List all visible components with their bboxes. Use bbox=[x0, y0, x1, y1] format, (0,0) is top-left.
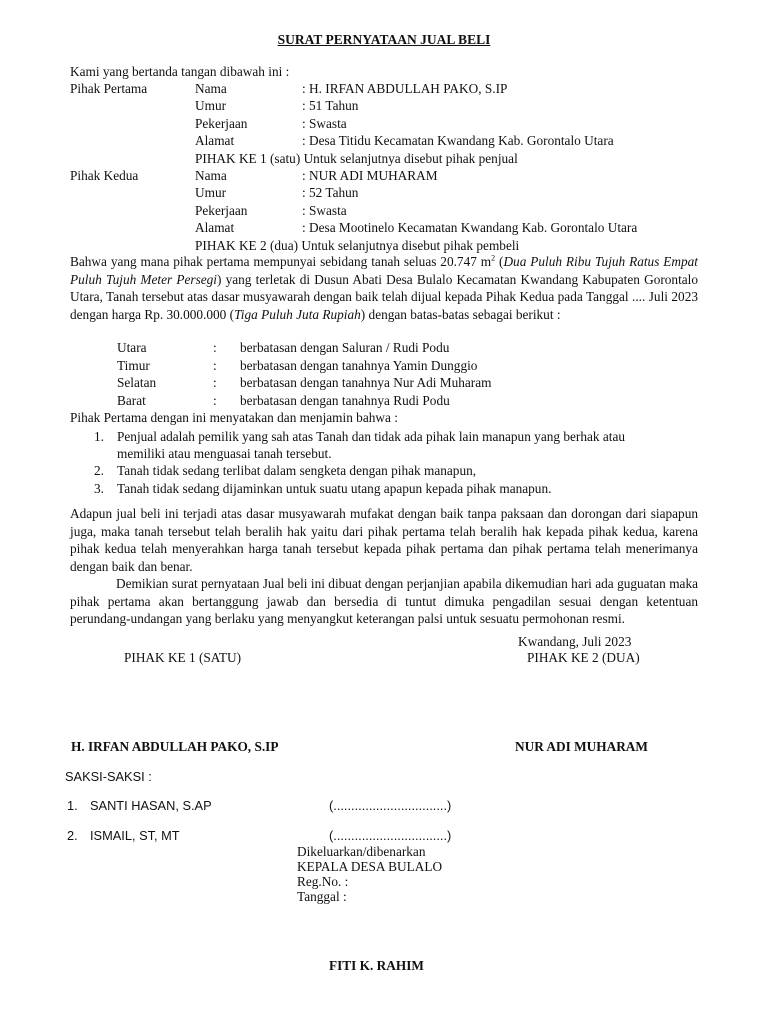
boundary-direction: Barat bbox=[117, 393, 146, 408]
land-text-1: Bahwa yang mana pihak pertama mempunyai sebidang tanah seluas 20.747 m bbox=[70, 254, 492, 269]
party1-age-value: : 51 Tahun bbox=[302, 98, 359, 113]
boundary-description: berbatasan dengan tanahnya Nur Adi Muharam bbox=[240, 375, 492, 390]
party1-role: PIHAK KE 1 (satu) Untuk selanjutnya disebut pihak penjual bbox=[195, 151, 518, 166]
land-text-2: ( bbox=[495, 254, 504, 269]
witness-heading: SAKSI-SAKSI : bbox=[65, 769, 152, 784]
boundary-direction: Utara bbox=[117, 340, 147, 355]
issued-date: Tanggal : bbox=[297, 889, 347, 904]
area-in-words: Dua Puluh Ribu Tujuh Ratus Empat Puluh Tujuh Meter Persegi bbox=[70, 254, 698, 287]
statement-text: Tanah tidak sedang terlibat dalam sengketa dengan pihak manapun, bbox=[117, 463, 477, 478]
witness-signature-line: (................................) bbox=[329, 798, 452, 813]
boundary-description: berbatasan dengan tanahnya Rudi Podu bbox=[240, 393, 450, 408]
witness-number: 2. bbox=[67, 828, 78, 843]
land-text-4: ) dengan batas-batas sebagai berikut : bbox=[360, 306, 561, 322]
sign-left-name: H. IRFAN ABDULLAH PAKO, S.IP bbox=[71, 739, 279, 754]
boundary-description: berbatasan dengan Saluran / Rudi Podu bbox=[240, 340, 450, 355]
party2-age-label: Umur bbox=[195, 185, 227, 200]
party2-heading: Pihak Kedua bbox=[70, 168, 139, 183]
party1-job-label: Pekerjaan bbox=[195, 116, 248, 131]
party1-address-label: Alamat bbox=[195, 133, 235, 148]
place-date: Kwandang, Juli 2023 bbox=[518, 634, 632, 649]
area-unit-superscript: 2 bbox=[491, 253, 496, 263]
agreement-paragraph: Adapun jual beli ini terjadi atas dasar musyawarah mufakat dengan baik tanpa paksaan dan dorongan dari siapapun juga, maka tanah tersebut telah beralih hak yaitu dari pihak pertama telah beralih hak kepada pihak kedua, karena pihak kedua telah menyerahkan harga tanah tersebut kepada pihak pertama dan pihak pertama telah menerimanya dengan baik dan benar. bbox=[70, 506, 698, 574]
land-text-3: ) yang terletak di Dusun Abati Desa Bulalo Kecamatan Kwandang Kabupaten Gorontalo Utara, Tanah tersebut atas dasar musyawarah dengan baik telah dijual kepada Pihak Kedua pada Tanggal .... Juli 2023 dengan harga Rp. 30.000.000 ( bbox=[70, 271, 699, 322]
village-head-name: FITI K. RAHIM bbox=[329, 958, 424, 973]
boundary-separator: : bbox=[213, 340, 217, 355]
sign-left-label: PIHAK KE 1 (SATU) bbox=[124, 650, 242, 665]
party2-age-value: : 52 Tahun bbox=[302, 185, 359, 200]
boundary-direction: Selatan bbox=[117, 375, 157, 390]
party2-name-value: : NUR ADI MUHARAM bbox=[302, 168, 438, 183]
boundary-separator: : bbox=[213, 358, 217, 373]
party2-job-value: : Swasta bbox=[302, 203, 347, 218]
boundary-direction: Timur bbox=[117, 358, 150, 373]
closing-paragraph: Demikian surat pernyataan Jual beli ini dibuat dengan perjanjian apabila dikemudian hari ada guguatan maka pihak pertama akan bertanggung jawab dan bersedia di tuntut dimuka pengadilan sesuai dengan ketentuan perundang-undangan yang berlaku yang menyangkut keterangan palsi untuk sesuatu permohonan resmi. bbox=[70, 576, 698, 627]
party2-job-label: Pekerjaan bbox=[195, 203, 248, 218]
land-paragraph bbox=[70, 253, 698, 323]
party2-address-label: Alamat bbox=[195, 220, 235, 235]
statement-intro: Pihak Pertama dengan ini menyatakan dan menjamin bahwa : bbox=[70, 410, 398, 425]
party1-name-label: Nama bbox=[195, 81, 227, 96]
issuer-title: KEPALA DESA BULALO bbox=[297, 859, 443, 874]
boundary-description: berbatasan dengan tanahnya Yamin Dunggio bbox=[240, 358, 478, 373]
sign-right-name: NUR ADI MUHARAM bbox=[515, 739, 648, 754]
witness-name: SANTI HASAN, S.AP bbox=[90, 798, 212, 813]
boundary-separator: : bbox=[213, 375, 217, 390]
party2-name-label: Nama bbox=[195, 168, 227, 183]
witness-signature-line: (................................) bbox=[329, 828, 452, 843]
issued-line: Dikeluarkan/dibenarkan bbox=[297, 844, 426, 859]
party1-job-value: : Swasta bbox=[302, 116, 347, 131]
party2-address-value: : Desa Mootinelo Kecamatan Kwandang Kab. Gorontalo Utara bbox=[302, 220, 638, 235]
statement-text: Penjual adalah pemilik yang sah atas Tanah dan tidak ada pihak lain manapun yang berhak atau bbox=[117, 429, 625, 444]
boundary-separator: : bbox=[213, 393, 217, 408]
party1-age-label: Umur bbox=[195, 98, 227, 113]
party1-name-value: : H. IRFAN ABDULLAH PAKO, S.IP bbox=[302, 81, 508, 96]
intro-text: Kami yang bertanda tangan dibawah ini : bbox=[70, 64, 290, 79]
party1-address-value: : Desa Titidu Kecamatan Kwandang Kab. Gorontalo Utara bbox=[302, 133, 614, 148]
party1-heading: Pihak Pertama bbox=[70, 81, 148, 96]
witness-number: 1. bbox=[67, 798, 78, 813]
statement-text: Tanah tidak sedang dijaminkan untuk suatu utang apapun kepada pihak manapun. bbox=[117, 481, 552, 496]
sign-right-label: PIHAK KE 2 (DUA) bbox=[527, 650, 640, 665]
witness-name: ISMAIL, ST, MT bbox=[90, 828, 180, 843]
statement-text-continued: memiliki atau menguasai tanah tersebut. bbox=[117, 446, 332, 461]
registration-number: Reg.No. : bbox=[297, 874, 349, 889]
statement-number: 1. bbox=[94, 429, 104, 444]
statement-number: 2. bbox=[94, 463, 104, 478]
document-title: SURAT PERNYATAAN JUAL BELI bbox=[277, 32, 491, 47]
price-in-words: Tiga Puluh Juta Rupiah bbox=[234, 306, 361, 322]
statement-number: 3. bbox=[94, 481, 104, 496]
party2-role: PIHAK KE 2 (dua) Untuk selanjutnya disebut pihak pembeli bbox=[195, 238, 520, 253]
